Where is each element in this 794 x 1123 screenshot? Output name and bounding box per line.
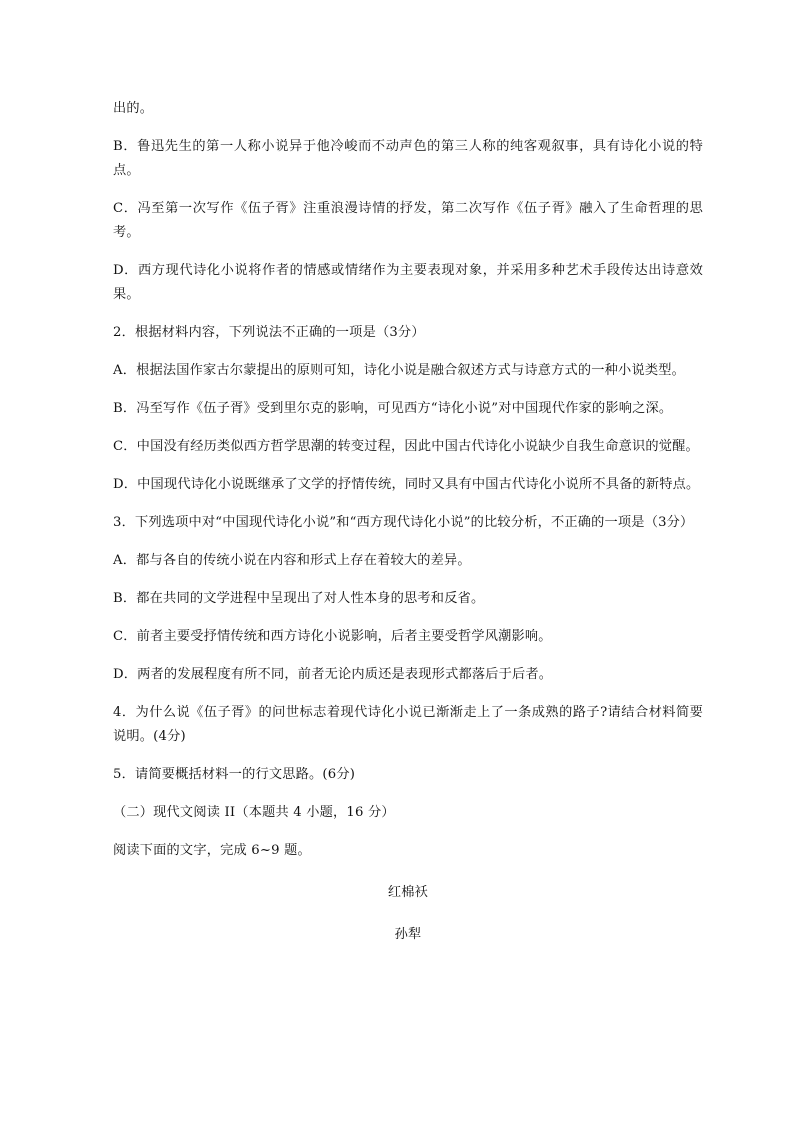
q3-option-a: A．都与各自的传统小说在内容和形式上存在着较大的差异。 [113, 553, 471, 568]
reading-instruction: 阅读下面的文字，完成 6~9 题。 [113, 843, 311, 858]
question-2: 2．根据材料内容，下列说法不正确的一项是（3分） [113, 325, 425, 340]
q2-option-a: A．根据法国作家古尔蒙提出的原则可知，诗化小说是融合叙述方式与诗意方式的一种小说类型。 [113, 363, 685, 378]
question-3: 3．下列选项中对“中国现代诗化小说”和“西方现代诗化小说”的比较分析，不正确的一项是（3分） [113, 515, 694, 530]
q3-option-b: B．都在共同的文学进程中呈现出了对人性本身的思考和反省。 [113, 591, 485, 606]
q2-option-c: C．中国没有经历类似西方哲学思潮的转变过程，因此中国古代诗化小说缺少自我生命意识的觉醒。 [113, 439, 699, 454]
story-author: 孙犁 [394, 927, 422, 942]
q2-option-d: D．中国现代诗化小说既继承了文学的抒情传统，同时又具有中国古代诗化小说所不具备的新特点。 [113, 477, 700, 492]
document-body [113, 97, 703, 947]
section-heading: （二）现代文阅读 II（本题共 4 小题，16 分） [113, 805, 395, 820]
q1-option-c: C．冯至第一次写作《伍子胥》注重浪漫诗情的抒发，第二次写作《伍子胥》融入了生命哲理的思考。 [113, 201, 703, 240]
q3-option-d: D．两者的发展程度有所不同，前者无论内质还是表现形式都落后于后者。 [113, 667, 553, 682]
q1-option-b: B．鲁迅先生的第一人称小说异于他冷峻而不动声色的第三人称的纯客观叙事，具有诗化小说的特点。 [113, 139, 703, 178]
question-4: 4．为什么说《伍子胥》的问世标志着现代诗化小说已渐渐走上了一条成熟的路子?请结合材料简要说明。(4分) [113, 705, 703, 744]
q2-option-b: B．冯至写作《伍子胥》受到里尔克的影响，可见西方“诗化小说”对中国现代作家的影响之深。 [113, 401, 673, 416]
paragraph-continuation: 出的。 [113, 101, 154, 116]
q3-option-c: C．前者主要受抒情传统和西方诗化小说影响，后者主要受哲学风潮影响。 [113, 629, 552, 644]
q1-option-d: D．西方现代诗化小说将作者的情感或情绪作为主要表现对象，并采用多种艺术手段传达出诗意效果。 [113, 263, 703, 302]
question-5: 5．请简要概括材料一的行文思路。(6分) [113, 767, 356, 782]
story-title: 红棉袄 [387, 885, 429, 900]
